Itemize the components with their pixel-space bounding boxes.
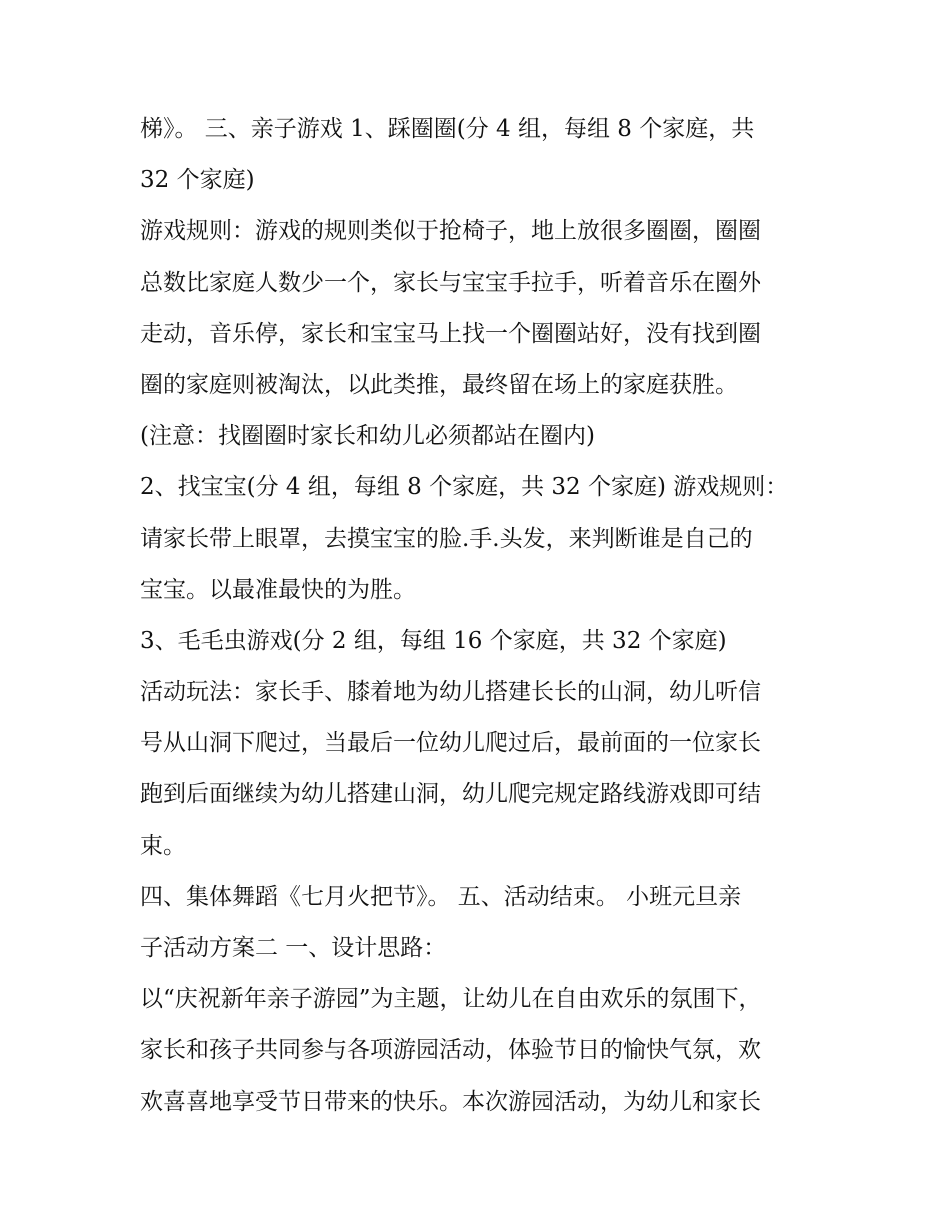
document-body [140,104,820,1128]
text-line: 游戏规则：游戏的规则类似于抢椅子，地上放很多圈圈，圈圈 [140,218,761,245]
text-line: 束。 [140,832,186,859]
text-line: 以“庆祝新年亲子游园”为主题，让幼儿在自由欢乐的氛围下， [140,986,762,1013]
text-line: (注意：找圈圈时家长和幼儿必须都站在圈内) [140,423,595,450]
text-line: 3、毛毛虫游戏(分 2 组，每组 16 个家庭，共 32 个家庭) [140,627,727,654]
text-line: 活动玩法：家长手、膝着地为幼儿搭建长长的山洞，幼儿听信 [140,679,761,706]
text-line: 号从山洞下爬过，当最后一位幼儿爬过后，最前面的一位家长 [140,730,761,757]
text-line: 梯》。 三、亲子游戏 1、踩圈圈(分 4 组，每组 8 个家庭，共 [140,116,755,142]
text-line: 子活动方案二 一、设计思路： [140,935,447,961]
text-line: 请家长带上眼罩，去摸宝宝的脸.手.头发，来判断谁是自己的 [140,525,753,552]
text-line: 32 个家庭) [140,167,255,194]
text-line: 宝宝。以最准最快的为胜。 [140,576,416,603]
text-line: 走动，音乐停，家长和宝宝马上找一个圈圈站好，没有找到圈 [140,320,761,347]
text-line: 四、集体舞蹈《七月火把节》。 五、活动结束。 小班元旦亲 [140,883,742,910]
text-line: 圈的家庭则被淘汰，以此类推，最终留在场上的家庭获胜。 [140,371,738,398]
text-line: 家长和孩子共同参与各项游园活动，体验节日的愉快气氛，欢 [140,1037,761,1064]
text-line: 总数比家庭人数少一个，家长与宝宝手拉手，听着音乐在圈外 [140,269,761,296]
text-line: 欢喜喜地享受节日带来的快乐。本次游园活动，为幼儿和家长 [140,1088,761,1115]
text-line: 跑到后面继续为幼儿搭建山洞，幼儿爬完规定路线游戏即可结 [140,781,761,808]
text-line: 2、找宝宝(分 4 组，每组 8 个家庭，共 32 个家庭) 游戏规则： [140,474,789,501]
